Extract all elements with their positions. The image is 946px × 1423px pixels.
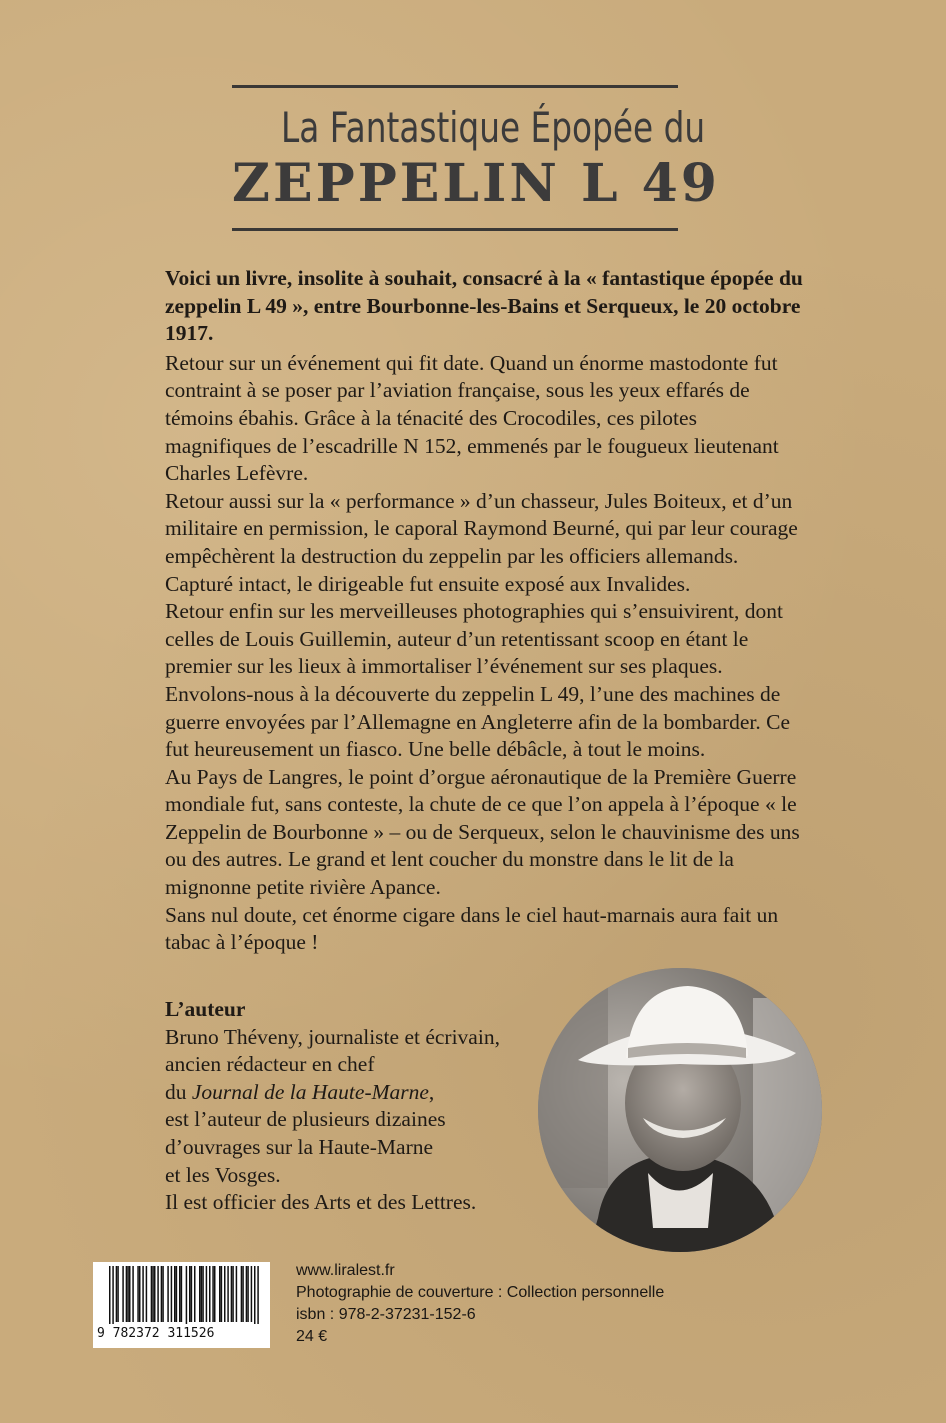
summary-paragraph: Retour aussi sur la « performance » d’un chasseur, Jules Boiteux, et d’un militaire en permission, le caporal Raymond Beurné, qui par leur courage empêchèrent la destruction du zeppelin par les officiers allemands. Capturé intact, le dirigeable fut ensuite exposé aux Invalides. xyxy=(165,488,798,596)
barcode-bar xyxy=(199,1266,201,1322)
barcode-bar xyxy=(181,1266,183,1322)
author-line-suffix: , xyxy=(428,1079,435,1104)
author-line: Bruno Théveny, journaliste et écrivain, xyxy=(165,1024,500,1049)
website-link[interactable]: www.liralest.fr xyxy=(296,1262,395,1279)
barcode-bar xyxy=(127,1266,129,1322)
barcode-bar xyxy=(202,1266,204,1322)
barcode-bar xyxy=(227,1266,229,1322)
summary-paragraph: Retour enfin sur les merveilleuses photographies qui s’ensuivirent, dont celles de Louis Guillemin, auteur d’un retentissant scoop en étant le premier sur les lieux à immortaliser l’événement sur ses plaques. xyxy=(165,599,783,679)
barcode-bar xyxy=(122,1266,124,1322)
barcode-digits: 9 782372 311526 xyxy=(97,1326,215,1341)
barcode-bar xyxy=(116,1266,118,1322)
barcode-bar xyxy=(161,1266,163,1322)
author-line: et les Vosges. xyxy=(165,1162,281,1187)
barcode-bar xyxy=(214,1266,216,1322)
barcode-bar xyxy=(154,1266,156,1322)
barcode-bar xyxy=(212,1266,214,1322)
barcode-bar xyxy=(236,1266,238,1322)
barcode-bar xyxy=(179,1266,181,1322)
title-line-2: ZEPPELIN L 49 xyxy=(232,153,720,214)
barcode-bar xyxy=(176,1266,178,1322)
summary-paragraph: Au Pays de Langres, le point d’orgue aéronautique de la Première Guerre mondiale fut, sans conteste, la chute de ce que l’on appela à l’époque « le Zeppelin de Bourbonne » – ou de Serqueux, selon le chauvinisme des uns ou des autres. Le grand et lent coucher du monstre dans le lit de la mignonne petite rivière Apance. xyxy=(165,764,800,900)
title-top-rule xyxy=(232,85,678,88)
barcode-bar xyxy=(224,1266,226,1322)
barcode-bar xyxy=(171,1266,173,1322)
barcode-bar xyxy=(221,1266,223,1322)
author-line: ancien rédacteur en chef xyxy=(165,1052,375,1077)
author-line: est l’auteur de plusieurs dizaines xyxy=(165,1107,446,1132)
barcode-bar xyxy=(246,1266,248,1322)
author-portrait-image xyxy=(538,968,822,1252)
barcode-bar xyxy=(232,1266,234,1322)
summary-paragraph: Retour sur un événement qui fit date. Quand un énorme mastodonte fut contraint à se poser par l’aviation française, sous les yeux effarés de témoins ébahis. Grâce à la ténacité des Crocodiles, ces pilotes magnifiques de l’escadrille N 152, emmenés par le fougueux lieutenant Charles Lefèvre. xyxy=(165,350,779,486)
barcode-bar xyxy=(117,1266,119,1322)
barcode-bar xyxy=(209,1266,211,1322)
cover-title-block xyxy=(232,85,720,231)
barcode-bar xyxy=(109,1266,111,1324)
title-bottom-rule xyxy=(232,228,678,231)
barcode-bar xyxy=(157,1266,159,1322)
barcode-bar xyxy=(146,1266,148,1322)
intro-paragraph: Voici un livre, insolite à souhait, consacré à la « fantastique épopée du zeppelin L 49 », entre Bourbonne-les-Bains et Serqueux, le 20 octobre 1917. xyxy=(165,266,803,346)
barcode-bar xyxy=(201,1266,203,1322)
summary-paragraph: Sans nul doute, cet énorme cigare dans le ciel haut-marnais aura fait un tabac à l’époque ! xyxy=(165,902,779,955)
isbn-barcode xyxy=(93,1262,270,1348)
barcode-bar xyxy=(219,1266,221,1322)
barcode-bar xyxy=(151,1266,153,1322)
barcode-bar xyxy=(254,1266,256,1324)
author-line-prefix: du xyxy=(165,1079,192,1104)
barcode-bar xyxy=(142,1266,144,1322)
barcode-bar xyxy=(251,1266,253,1322)
author-line: d’ouvrages sur la Haute-Marne xyxy=(165,1134,434,1159)
barcode-bar xyxy=(129,1266,131,1322)
barcode-bar xyxy=(242,1266,244,1322)
barcode-bar xyxy=(112,1266,114,1324)
barcode-bar xyxy=(247,1266,249,1322)
barcode-bar xyxy=(174,1266,176,1322)
barcode-bar xyxy=(189,1266,191,1322)
price: 24 € xyxy=(296,1328,328,1345)
book-summary xyxy=(165,265,805,957)
author-bio xyxy=(165,996,545,1217)
barcode-bar xyxy=(241,1266,243,1322)
barcode-bar xyxy=(162,1266,164,1322)
barcode-bar xyxy=(132,1266,134,1322)
barcode-bar xyxy=(257,1266,259,1324)
barcode-bar xyxy=(126,1266,128,1322)
author-line: Il est officier des Arts et des Lettres. xyxy=(165,1190,477,1215)
publication-info xyxy=(296,1260,664,1348)
barcode-bar xyxy=(194,1266,196,1322)
author-line xyxy=(165,1079,545,1107)
barcode-bar xyxy=(206,1266,208,1322)
barcode-bar xyxy=(137,1266,139,1322)
barcode-bar xyxy=(167,1266,169,1322)
barcode-bar xyxy=(152,1266,154,1322)
title-line-1: La Fantastique Épopée du xyxy=(281,103,706,152)
barcode-bar xyxy=(191,1266,193,1322)
barcode-bar xyxy=(231,1266,233,1322)
author-photo xyxy=(538,968,822,1252)
barcode-bar xyxy=(139,1266,141,1322)
barcode-bars xyxy=(109,1266,259,1324)
newspaper-title: Journal de la Haute-Marne xyxy=(191,1079,429,1104)
author-heading: L’auteur xyxy=(165,997,246,1021)
summary-paragraph: Envolons-nous à la découverte du zeppelin L 49, l’une des machines de guerre envoyées par l’Allemagne en Angleterre afin de la bombarder. Ce fut heureusement un fiasco. Une belle débâcle, à tout le moins. xyxy=(165,681,791,762)
photo-credit: Photographie de couverture : Collection personnelle xyxy=(296,1284,665,1301)
barcode-bar xyxy=(186,1266,188,1324)
isbn-number: isbn : 978-2-37231-152-6 xyxy=(296,1306,476,1323)
